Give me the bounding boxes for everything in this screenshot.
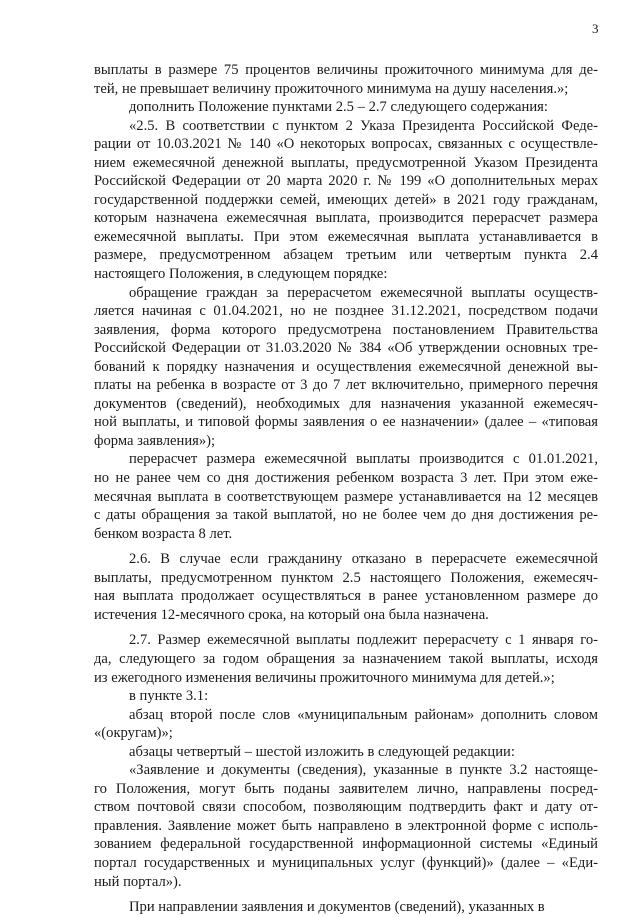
text-line: ной выплаты, и типовой формы заявления о ее назначении» (далее – «типовая <box>94 414 598 431</box>
text-line: бований к порядку назначения и осуществления ежемесячной денежной вы- <box>94 358 598 375</box>
text-line: ная выплата продолжает осуществляться в ранее установленном размере до <box>94 588 598 605</box>
paragraph <box>94 117 598 284</box>
text-line: го Положения, могут быть поданы заявителем лично, направлены посред- <box>94 780 598 797</box>
text-line: правления. Заявление может быть направлено в электронной форме с исполь- <box>94 817 598 834</box>
paragraph <box>94 631 598 687</box>
paragraph <box>94 550 598 624</box>
paragraph <box>94 898 598 917</box>
text-line: да, следующего за годом обращения за назначением такой выплаты, исходя <box>94 650 598 667</box>
text-line: настоящего Положения, в следующем порядке: <box>94 266 388 283</box>
text-line: «2.5. В соответствии с пунктом 2 Указа Президента Российской Феде- <box>129 117 598 134</box>
text-line: ный портал»). <box>94 873 182 890</box>
text-line: нием ежемесячной денежной выплаты, предусмотренной Указом Президента <box>94 154 598 171</box>
text-line: тей, не превышает величину прожиточного минимума на душу населения.»; <box>94 80 569 97</box>
paragraph-gap <box>94 543 598 550</box>
paragraph <box>94 450 598 543</box>
text-line: которым назначена ежемесячная выплата, производится перерасчет размера <box>94 210 598 227</box>
paragraph <box>94 706 598 743</box>
text-line: из ежегодного изменения величины прожиточного минимума для детей.»; <box>94 669 555 686</box>
paragraph <box>94 61 598 98</box>
paragraph <box>94 284 598 451</box>
document-body <box>94 61 598 917</box>
text-line: дополнить Положение пунктами 2.5 – 2.7 следующего содержания: <box>129 99 548 116</box>
text-line: заявления, форма которого предусмотрена постановлением Правительства <box>94 321 598 338</box>
text-line: «(округам)»; <box>94 725 173 742</box>
text-line: выплаты в размере 75 процентов величины прожиточного минимума для де- <box>94 62 598 78</box>
paragraph <box>94 98 598 117</box>
text-line: форма заявления»); <box>94 432 216 449</box>
paragraph <box>94 687 598 706</box>
text-line: абзац второй после слов «муниципальным районам» дополнить словом <box>129 706 598 723</box>
text-line: истечения 12-месячного срока, на который она была назначена. <box>94 606 489 623</box>
text-line: портал государственных и муниципальных услуг (функций)» (далее – «Еди- <box>94 854 598 871</box>
text-line: государственной поддержки семей, имеющих детей» в 2021 году гражданам, <box>94 191 598 208</box>
text-line: платы на ребенка в возрасте от 3 до 7 лет включительно, примерного перечня <box>94 377 598 394</box>
text-line: ством почтовой связи способом, позволяющим подтвердить факт и дату от- <box>94 799 598 816</box>
paragraph <box>94 761 598 891</box>
paragraph-gap <box>94 624 598 631</box>
text-line: документов (сведений), необходимых для назначения указанной ежемесяч- <box>94 395 598 412</box>
text-line: но не ранее чем со дня достижения ребенком возраста 3 лет. При этом еже- <box>94 470 598 487</box>
text-line: 2.6. В случае если гражданину отказано в перерасчете ежемесячной <box>129 551 598 568</box>
text-line: абзацы четвертый – шестой изложить в следующей редакции: <box>129 743 515 760</box>
text-line: зованием федеральной государственной информационной системы «Единый <box>94 836 598 853</box>
text-line: 2.7. Размер ежемесячной выплаты подлежит перерасчету с 1 января го- <box>129 632 598 649</box>
text-line: ежемесячной выплаты. При этом ежемесячная выплата устанавливается в <box>94 228 598 245</box>
text-line: месячная выплата в соответствующем размере устанавливается на 12 месяцев <box>94 488 598 505</box>
text-line: в пункте 3.1: <box>129 688 209 705</box>
paragraph-gap <box>94 891 598 898</box>
text-line: ляется начиная с 01.04.2021, но не позднее 31.12.2021, посредством подачи <box>94 303 598 320</box>
text-line: бенком возраста 8 лет. <box>94 525 233 542</box>
text-line: выплаты, предусмотренном пунктом 2.5 настоящего Положения, ежемесяч- <box>94 569 598 586</box>
text-line: размере, предусмотренном абзацем третьим или четвертым пункта 2.4 <box>94 247 598 264</box>
text-line: перерасчет размера ежемесячной выплаты производится с 01.01.2021, <box>129 451 598 468</box>
text-line: с даты обращения за такой выплатой, но не более чем до дня достижения ре- <box>94 507 598 524</box>
page-number: 3 <box>592 21 599 36</box>
text-line: обращение граждан за перерасчетом ежемесячной выплаты осуществ- <box>129 284 598 301</box>
text-line: рации от 10.03.2021 № 140 «О некоторых вопросах, связанных с осуществле- <box>94 136 598 153</box>
paragraph <box>94 743 598 762</box>
text-line: Российской Федерации от 31.03.2020 № 384 «Об утверждении основных тре- <box>94 340 598 357</box>
text-line: Российской Федерации от 20 марта 2020 г. № 199 «О дополнительных мерах <box>94 173 598 190</box>
text-line: При направлении заявления и документов (сведений), указанных в <box>129 899 545 916</box>
text-line: «Заявление и документы (сведения), указанные в пункте 3.2 настояще- <box>129 762 598 779</box>
